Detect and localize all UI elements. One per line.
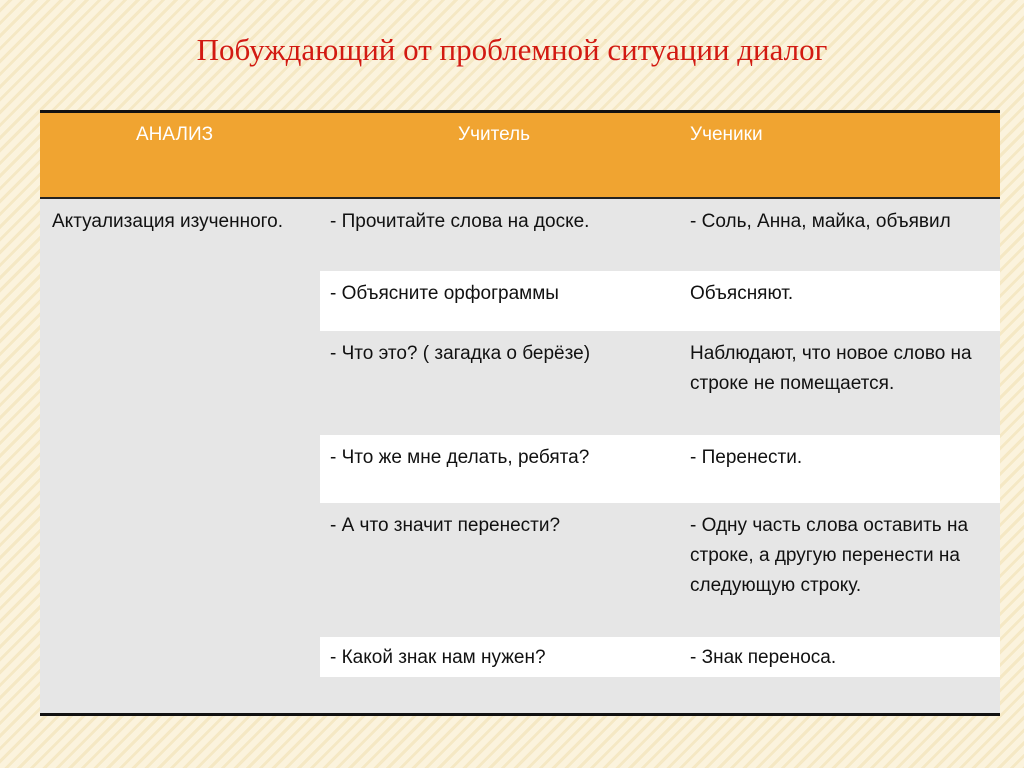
- header-teacher: Учитель: [458, 124, 530, 145]
- stage-cell: Актуализация изученного.: [52, 211, 283, 232]
- table-row: [320, 503, 1000, 637]
- students-cell: Объясняют.: [690, 283, 794, 304]
- teacher-cell: - Какой знак нам нужен?: [330, 647, 546, 668]
- students-cell: Наблюдают, что новое слово на строке не помещается.: [690, 343, 972, 394]
- teacher-cell: - Что это? ( загадка о берёзе): [330, 343, 591, 364]
- teacher-cell: - Что же мне делать, ребята?: [330, 447, 590, 468]
- header-students: Ученики: [690, 124, 763, 145]
- header-analysis: АНАЛИЗ: [136, 124, 214, 145]
- students-cell: - Соль, Анна, майка, объявил: [690, 211, 951, 232]
- students-cell: - Знак переноса.: [690, 647, 837, 668]
- slide-title: Побуждающий от проблемной ситуации диалог: [196, 32, 828, 67]
- teacher-cell: - А что значит перенести?: [330, 515, 561, 536]
- students-cell: - Одну часть слова оставить на строке, а другую перенести на следующую строку.: [690, 515, 969, 596]
- table-row: [320, 637, 1000, 677]
- teacher-cell: - Прочитайте слова на доске.: [330, 211, 590, 232]
- teacher-cell: - Объясните орфограммы: [330, 283, 559, 304]
- table-row: [320, 435, 1000, 503]
- table-row: [320, 271, 1000, 331]
- table-row: [320, 331, 1000, 435]
- table-header: [40, 113, 1000, 199]
- table-row: [320, 199, 1000, 271]
- dialog-table: [40, 110, 1000, 716]
- students-cell: - Перенести.: [690, 447, 803, 468]
